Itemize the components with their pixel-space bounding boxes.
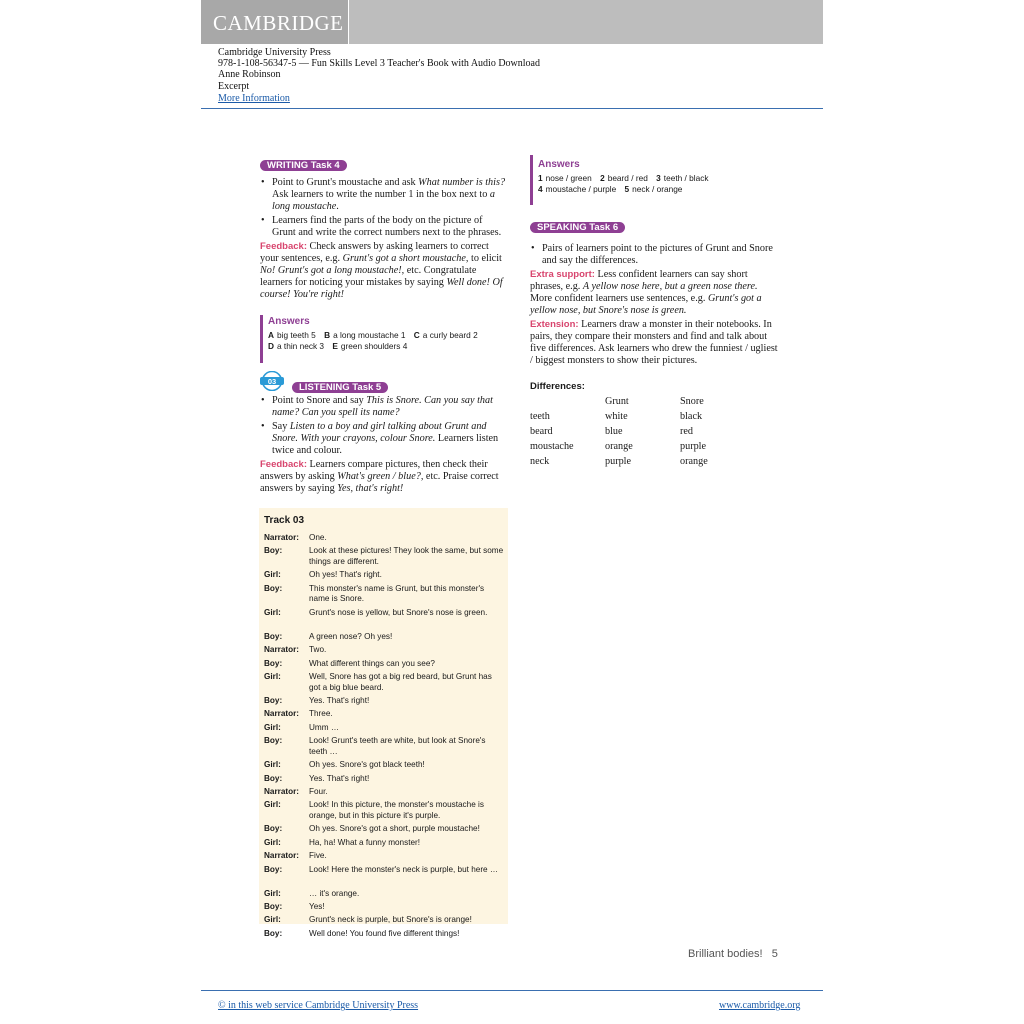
dialogue-line: Grunt's nose is yellow, but Snore's nose is green. [309,607,488,617]
answers-line: D a thin neck 3 E green shoulders 4 [268,341,408,351]
footer-rule [201,990,823,991]
dialogue-line: Look! Here the monster's neck is purple, but here … [309,864,499,874]
speaker-label: Girl: [264,837,281,847]
list-item: • Say Listen to a boy and girl talking about Grunt and Snore. With your crayons, colour Snore. Learners listen twice and colour. [260,421,508,457]
dialogue-line: One. [309,533,327,542]
differences-cell-snore: purple [680,441,707,452]
speaker-label: Boy: [264,736,283,746]
answers-title: Answers [538,159,580,170]
writing-section [260,155,508,301]
extension: Extension: Learners draw a monster in their notebooks. In pairs, they compare their monsters and find and talk about five differences. Ask learners who drew the funniest / ugliest / biggest monsters to show their pictures. [530,319,778,366]
speaker-label: Narrator: [264,851,300,861]
list-item: • Learners find the parts of the body on the picture of Grunt and write the correct numbers next to the phrases. [260,215,508,239]
answers-title: Answers [268,316,310,327]
speaking-section [530,217,778,367]
speaker-label: Narrator: [264,533,300,542]
track-title: Track 03 [264,515,305,526]
dialogue-line: Well done! You found five different things! [309,928,460,938]
differences-cell-part: teeth [530,411,550,422]
differences-cell-snore: orange [680,456,708,467]
speaker-label: Girl: [264,570,281,580]
dialogue-line: Look at these pictures! They look the same, but some things are different. [309,546,504,566]
website-link[interactable]: www.cambridge.org [719,1000,801,1011]
speaker-label: Girl: [264,722,281,732]
extra-support: Extra support: Less confident learners can say short phrases, e.g. A yellow nose here, but a green nose there. More confident learners use sentences, e.g. Grunt's got a yellow nose, but Snore's nose is green. [530,269,762,316]
dialogue-line: Oh yes! That's right. [309,570,382,580]
listening-heading: LISTENING Task 5 [292,382,388,393]
publisher: Cambridge University Press [218,47,331,58]
cambridge-logo: CAMBRIDGE [213,11,344,35]
answers-line: 1 nose / green 2 beard / red 3 teeth / black [538,173,709,183]
speaker-label: Boy: [264,864,283,874]
speaker-label: Girl: [264,888,281,898]
dialogue-line: … it's orange. [309,888,360,898]
speaker-label: Girl: [264,800,281,810]
isbn-title: 978-1-108-56347-5 — Fun Skills Level 3 Teacher's Book with Audio Download [218,58,540,69]
list-item: • Pairs of learners point to the pictures of Grunt and Snore and say the differences. [530,243,778,267]
dialogue-line: Oh yes. Snore's got black teeth! [309,760,425,770]
speaking-bullets [530,243,778,267]
more-information-link[interactable]: More Information [218,93,290,104]
column-header-snore: Snore [680,396,704,407]
listening-section [260,395,508,495]
dialogue-line: This monster's name is Grunt, but this monster's name is Snore. [309,583,485,604]
dialogue-line: What different things can you see? [309,658,435,668]
speaking-heading: SPEAKING Task 6 [530,222,625,233]
writing-bullets [260,177,508,239]
dialogue-line: Yes. That's right! [309,696,370,705]
header-rule [201,108,823,109]
copyright-link[interactable]: © in this web service Cambridge University Press [218,1000,419,1011]
dialogue-line: Four. [309,787,328,796]
writing-heading: WRITING Task 4 [260,160,347,171]
differences-cell-grunt: blue [605,426,623,437]
listening-heading-wrap [292,377,388,395]
excerpt-label: Excerpt [218,81,250,92]
svg-text:03: 03 [267,376,277,386]
header-divider [348,0,349,44]
speaker-label: Boy: [264,658,283,668]
dialogue-line: Three. [309,709,333,719]
differences-cell-part: neck [530,456,550,467]
dialogue-line: Grunt's neck is purple, but Snore's is orange! [309,915,472,925]
dialogue-line: Look! Grunt's teeth are white, but look at Snore's teeth … [309,736,486,756]
dialogue-line: Yes! [309,902,325,911]
speaker-label: Boy: [264,631,283,641]
audio-track-icon [259,371,285,391]
list-item: • Point to Snore and say This is Snore. Can you say that name? Can you spell its name? [260,395,508,419]
speaker-label: Boy: [264,546,283,556]
differences-cell-part: beard [530,426,553,437]
writing-feedback: Feedback: Check answers by asking learners to correct your sentences, e.g. Grunt's got a short moustache, to elicit No! Grunt's got a long moustache!, etc. Congratulate learners for noticing your mistakes by saying Well done! Of course! You're right! [260,241,503,300]
answers-box-listening [530,155,709,205]
author: Anne Robinson [218,69,281,80]
list-item: • Point to Grunt's moustache and ask What number is this? Ask learners to write the number 1 in the box next to a long moustache. [260,177,508,213]
listening-feedback: Feedback: Learners compare pictures, then check their answers by asking What's green / blue?, etc. Praise correct answers by saying Yes, that's right! [260,459,499,494]
speaker-label: Girl: [264,672,281,681]
differences-cell-grunt: purple [605,456,632,467]
speaker-label: Boy: [264,583,283,593]
answers-line: A big teeth 5 B a long moustache 1 C a curly beard 2 [268,330,478,340]
dialogue-line: Yes. That's right! [309,773,370,783]
speaker-label: Girl: [264,915,281,925]
dialogue-line: Look! In this picture, the monster's moustache is orange, but in this picture it's purple. [309,800,484,820]
dialogue-line: A green nose? Oh yes! [309,631,393,641]
differences-cell-grunt: white [605,411,628,422]
speaker-label: Narrator: [264,645,300,655]
differences-title: Differences: [530,381,585,392]
speaker-label: Girl: [264,607,281,617]
answers-line: 4 moustache / purple 5 neck / orange [538,184,683,194]
dialogue-line: Ha, ha! What a funny monster! [309,837,421,847]
page-number: 5 [771,948,778,960]
dialogue-line: Umm … [309,722,340,732]
speaker-label: Girl: [264,760,281,770]
speaker-label: Boy: [264,902,283,911]
dialogue-line: Well, Snore has got a big red beard, but Grunt has got a big blue beard. [309,672,492,692]
dialogue-line: Two. [309,645,327,655]
speaker-label: Boy: [264,773,283,783]
speaker-label: Boy: [264,928,283,938]
speaker-label: Narrator: [264,709,300,719]
listening-bullets [260,395,508,457]
column-header-grunt: Grunt [605,396,629,407]
differences-cell-grunt: orange [605,441,633,452]
differences-cell-snore: red [680,426,694,437]
speaker-label: Boy: [264,824,283,834]
answers-box-writing [260,315,478,363]
dialogue-line: Oh yes. Snore's got a short, purple moustache! [309,824,480,834]
differences-cell-part: moustache [530,441,574,452]
speaker-label: Narrator: [264,787,300,796]
speaker-label: Boy: [264,696,283,705]
differences-cell-snore: black [680,411,703,422]
page-footer-label: Brilliant bodies! 5 [688,948,778,960]
dialogue-line: Five. [309,851,327,861]
